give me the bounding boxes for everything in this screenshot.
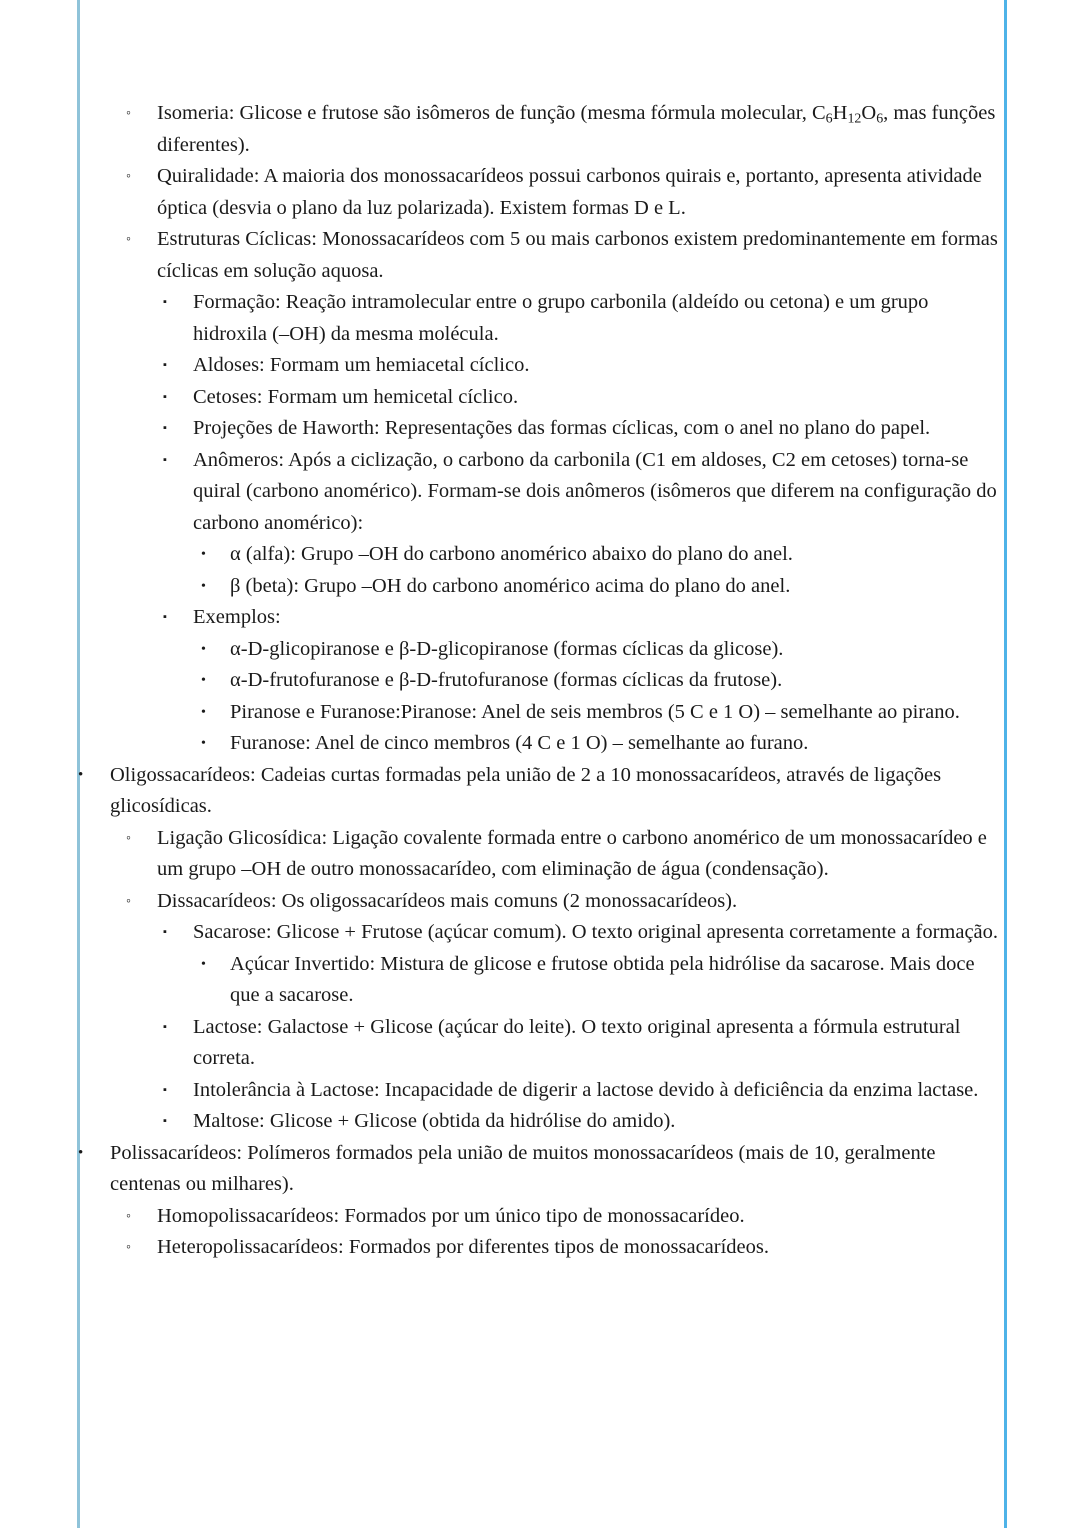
list-item-projecoes-haworth (163, 413, 1002, 445)
bullet-circle-icon: ◦ (126, 232, 131, 247)
list-item-cetoses (163, 382, 1002, 414)
bullet-square-icon: ▪ (163, 296, 167, 308)
list-item-ligacao-glicosidica (126, 823, 1002, 886)
document-body (78, 0, 1006, 1528)
bullet-square-icon: ▪ (163, 359, 167, 371)
bullet-circle-icon: ◦ (126, 1240, 131, 1255)
bullet-square-icon: ▪ (163, 926, 167, 938)
list-item-text: α-D-frutofuranose e β-D-frutofuranose (formas cíclicas da frutose). (230, 669, 783, 691)
list-item-text: Projeções de Haworth: Representações das formas cíclicas, com o anel no plano do papel. (193, 417, 931, 439)
sublist-exemplos (163, 634, 1002, 760)
list-item-estruturas-ciclicas (126, 224, 1002, 760)
list-item-text: Isomeria: Glicose e frutose são isômeros de função (mesma fórmula molecular, $C_6H_{12}O_6$, mas funções diferentes). (157, 102, 996, 156)
list-item-homopolissacarideos (126, 1201, 1002, 1233)
list-item-text: Estruturas Cíclicas: Monossacarídeos com 5 ou mais carbonos existem predominantemente em formas cíclicas em solução aquosa. (157, 228, 998, 282)
list-item-acucar-invertido (201, 949, 1002, 1012)
list-item-text: β (beta): Grupo –OH do carbono anomérico acima do plano do anel. (230, 574, 791, 597)
sublist-sacarose (163, 949, 1002, 1012)
list-item-beta (201, 571, 1002, 603)
list-item-oligossacarideos (78, 760, 1002, 1138)
list-item-text: Cetoses: Formam um hemicetal cíclico. (193, 385, 519, 408)
bullet-dot-icon: • (78, 1144, 84, 1161)
bullet-dot-icon: • (201, 673, 206, 688)
list-item-text: Oligossacarídeos: Cadeias curtas formadas pela união de 2 a 10 monossacarídeos, através de ligações glicosídicas. (110, 763, 942, 817)
list-item-polissacarideos (78, 1138, 1002, 1264)
list-item-text: Açúcar Invertido: Mistura de glicose e frutose obtida pela hidrólise da sacarose. Mais doce que a sacarose. (230, 952, 975, 1006)
list-item-alfa (201, 539, 1002, 571)
bullet-square-icon: ▪ (163, 1083, 167, 1096)
bullet-square-icon: ▪ (163, 1020, 167, 1033)
list-item-text: Quiralidade: A maioria dos monossacarídeos possui carbonos quirais e, portanto, apresenta atividade óptica (desvia o plano da luz polarizada). Existem formas D e L. (157, 165, 982, 219)
outline-root (78, 98, 1002, 1264)
list-item-text: α-D-glicopiranose e β-D-glicopiranose (formas cíclicas da glicose). (230, 637, 784, 660)
bullet-square-icon: ▪ (163, 1115, 167, 1127)
list-item-text: Heteropolissacarídeos: Formados por diferentes tipos de monossacarídeos. (157, 1236, 769, 1258)
bullet-dot-icon: • (201, 547, 206, 562)
list-item-frutofuranose (201, 665, 1002, 697)
list-item-intolerancia-lactose (163, 1075, 1002, 1107)
list-item-formacao (163, 287, 1002, 350)
list-item-lactose (163, 1012, 1002, 1075)
bullet-dot-icon: • (201, 704, 206, 720)
sublist-estruturas-ciclicas (126, 287, 1002, 760)
bullet-circle-icon: ◦ (126, 169, 131, 184)
bullet-dot-icon: • (201, 578, 206, 594)
list-item-text: Anômeros: Após a ciclização, o carbono da carbonila (C1 em aldoses, C2 em cetoses) torna-se quiral (carbono anomérico). Formam-se dois anômeros (isômeros que diferem na configuração do carbono anomérico): (193, 448, 997, 534)
list-item-text: Formação: Reação intramolecular entre o grupo carbonila (aldeído ou cetona) e um grupo hidroxila (–OH) da mesma molécula. (193, 291, 929, 345)
list-item-text: Lactose: Galactose + Glicose (açúcar do leite). O texto original apresenta a fórmula estrutural correta. (193, 1015, 961, 1069)
list-item-aldoses (163, 350, 1002, 382)
bullet-dot-icon: • (201, 641, 206, 657)
bullet-dot-icon: • (201, 736, 206, 751)
list-item-text: Ligação Glicosídica: Ligação covalente formada entre o carbono anomérico de um monossacarídeo e um grupo –OH de outro monossacarídeo, com eliminação de água (condensação). (157, 826, 987, 880)
list-item-text: Aldoses: Formam um hemiacetal cíclico. (193, 354, 530, 376)
list-item-text: Maltose: Glicose + Glicose (obtida da hidrólise do amido). (193, 1110, 676, 1132)
chemical-formula: $C_6H_{12}O_6$ (811, 102, 884, 127)
list-item-furanose (201, 728, 1002, 760)
bullet-circle-icon: ◦ (126, 830, 131, 846)
bullet-square-icon: ▪ (163, 453, 167, 466)
bullet-circle-icon: ◦ (126, 893, 131, 909)
bullet-circle-icon: ◦ (126, 106, 131, 121)
list-item-text: α (alfa): Grupo –OH do carbono anomérico abaixo do plano do anel. (230, 543, 793, 565)
list-item-glicopiranose (201, 634, 1002, 666)
list-item-exemplos (163, 602, 1002, 760)
list-item-quiralidade (126, 161, 1002, 224)
list-item-anomeros (163, 445, 1002, 603)
sublist-oligossacarideos (78, 823, 1002, 1138)
list-item-piranose (201, 697, 1002, 729)
bullet-dot-icon: • (201, 956, 206, 972)
list-item-text: Furanose: Anel de cinco membros (4 C e 1 O) – semelhante ao furano. (230, 732, 809, 754)
sublist-anomeros (163, 539, 1002, 602)
list-item-text: Sacarose: Glicose + Frutose (açúcar comum). O texto original apresenta corretamente a formação. (193, 921, 999, 943)
bullet-square-icon: ▪ (163, 611, 167, 623)
bullet-square-icon: ▪ (163, 390, 167, 403)
list-item-maltose (163, 1106, 1002, 1138)
bullet-dot-icon: • (78, 766, 84, 783)
list-item-isomeria (126, 98, 1002, 161)
list-item-heteropolissacarideos (126, 1232, 1002, 1264)
list-item-text: Intolerância à Lactose: Incapacidade de digerir a lactose devido à deficiência da enzima lactase. (193, 1078, 979, 1101)
list-item-text: Exemplos: (193, 606, 281, 628)
bullet-circle-icon: ◦ (126, 1208, 131, 1224)
sublist-dissacarideos (126, 917, 1002, 1138)
list-item-text: Homopolissacarídeos: Formados por um único tipo de monossacarídeo. (157, 1204, 745, 1227)
list-item-text: Piranose e Furanose:Piranose: Anel de seis membros (5 C e 1 O) – semelhante ao pirano. (230, 700, 960, 723)
list-item-sacarose (163, 917, 1002, 1012)
sublist-polissacarideos (78, 1201, 1002, 1264)
list-item-text: Dissacarídeos: Os oligossacarídeos mais comuns (2 monossacarídeos). (157, 889, 738, 912)
list-item-text: Polissacarídeos: Polímeros formados pela união de muitos monossacarídeos (mais de 10, geralmente centenas ou milhares). (110, 1141, 936, 1195)
bullet-square-icon: ▪ (163, 422, 167, 434)
list-item-dissacarideos (126, 886, 1002, 1138)
